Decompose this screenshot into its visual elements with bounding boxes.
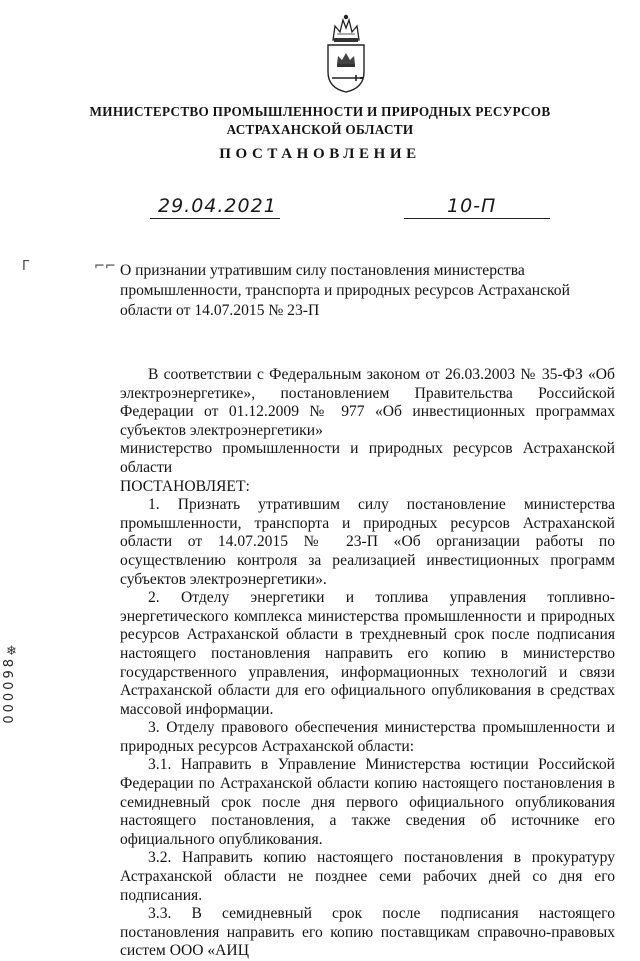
serial-mark-icon: ❄ [6,644,17,659]
number-underline [404,218,550,219]
item-1: 1. Признать утратившим силу постановление министерства промышленности, транспорта и природных ресурсов Астраханской области от 14.07.2015 № 23-П «Об организации работы по осуществлению контроля за реализацией инвестиционных программ субъектов электроэнергетики». [120,496,615,588]
document-type-heading: ПОСТАНОВЛЕНИЕ [219,146,421,162]
item-3: 3. Отделу правового обеспечения министерства промышленности и природных ресурсов Астраханской области: [120,719,615,755]
issuer-paragraph: министерство промышленности и природных ресурсов Астраханской области [120,440,615,476]
item-2: 2. Отделу энергетики и топлива управления топливно-энергетического комплекса министерства промышленности и природных ресурсов Астраханской области в трехдневный срок после подписания настоящего постановления направить его копию в министерство государственного управления, информационных технологий и связи Астраханской области для его официального опубликования в средствах массовой информации. [120,589,615,718]
item-3-3: 3.3. В семидневный срок после подписания настоящего постановления направить его копию поставщикам справочно-правовых систем ООО «АИЦ [120,905,615,960]
document-title: О признании утратившим силу постановления министерства промышленности, транспорта и природных ресурсов Астраханской области от 14.07.2015 № 23-П [120,262,570,319]
decree-word: ПОСТАНОВЛЯЕТ: [120,477,250,495]
item-3-1: 3.1. Направить в Управление Министерства юстиции Российской Федерации по Астраханской области копию настоящего постановления в семидневный срок после дня первого официального опубликования настоящего постановления, а также сведения об источнике его официального опубликования. [120,756,615,848]
title-corner-mark: ⌐⌐ [94,259,116,274]
document-number: 10-П [447,195,497,217]
ministry-name-line1: МИНИСТЕРСТВО ПРОМЫШЛЕННОСТИ И ПРИРОДНЫХ РЕСУРСОВ [89,104,551,119]
left-corner-mark: Г [22,259,30,274]
margin-serial-number: 000098 [2,656,17,724]
document-date: 29.04.2021 [158,195,277,217]
item-3-2: 3.2. Направить копию настоящего постановления в прокуратуру Астраханской области не позднее семи рабочих дней со дня его подписания. [120,849,615,904]
coat-of-arms-emblem [323,12,369,94]
date-underline [150,218,280,219]
preamble-paragraph: В соответствии с Федеральным законом от 26.03.2003 № 35-ФЗ «Об электроэнергетике», постановлением Правительства Российской Федерации от 01.12.2009 № 977 «Об инвестиционных программах субъектов электроэнергетики» [120,366,615,439]
document-body [120,366,615,961]
ministry-name-line2: АСТРАХАНСКОЙ ОБЛАСТИ [226,122,414,137]
